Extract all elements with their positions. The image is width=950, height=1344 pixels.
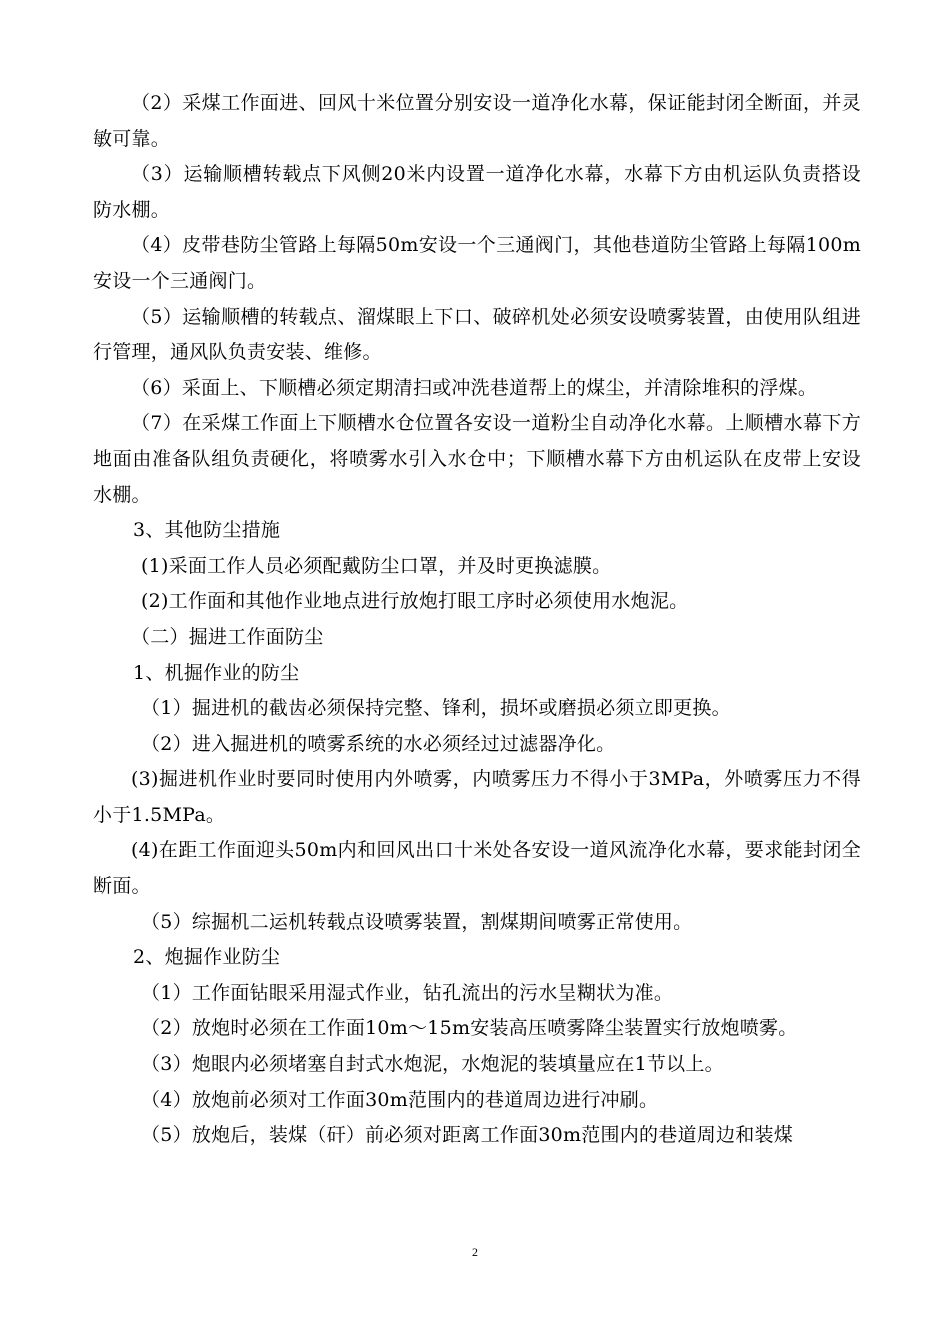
paragraph-item-5: （5）运输顺槽的转载点、溜煤眼上下口、破碎机处必须安设喷雾装置，由使用队组进行管理，通风队负责安装、维修。 [93, 305, 861, 364]
paragraph-item-2: （2）采煤工作面进、回风十米位置分别安设一道净化水幕，保证能封闭全断面，并灵敏可靠。 [93, 92, 861, 150]
paragraph-blasting-5: （5）放炮后，装煤（矸）前必须对距离工作面30m范围内的巷道周边和装煤 [141, 1124, 794, 1147]
subsection-heading-machine: 1、机掘作业的防尘 [133, 661, 300, 684]
paragraph-other-1: (1)采面工作人员必须配戴防尘口罩，并及时更换滤膜。 [141, 554, 612, 577]
paragraph-item-4: （4）皮带巷防尘管路上每隔50m安设一个三通阀门，其他巷道防尘管路上每隔100m安设一个三通阀门。 [93, 234, 861, 292]
paragraph-machine-4: (4)在距工作面迎头50m内和回风出口十米处各安设一道风流净化水幕，要求能封闭全断面。 [93, 839, 861, 898]
section-heading-other-measures: 3、其他防尘措施 [133, 519, 281, 542]
paragraph-blasting-4: （4）放炮前必须对工作面30m范围内的巷道周边进行冲刷。 [141, 1088, 659, 1111]
paragraph-other-2: (2)工作面和其他作业地点进行放炮打眼工序时必须使用水炮泥。 [141, 590, 689, 613]
paragraph-blasting-1: （1）工作面钻眼采用湿式作业，钻孔流出的污水呈糊状为准。 [141, 981, 674, 1004]
paragraph-machine-3: (3)掘进机作业时要同时使用内外喷雾，内喷雾压力不得小于3MPa，外喷雾压力不得小于1.5MPa。 [93, 768, 861, 826]
paragraph-blasting-2: （2）放炮时必须在工作面10m～15m安装高压喷雾降尘装置实行放炮喷雾。 [141, 1017, 798, 1040]
body-text [93, 86, 861, 1154]
paragraph-item-6: （6）采面上、下顺槽必须定期清扫或冲洗巷道帮上的煤尘，并清除堆积的浮煤。 [131, 376, 818, 399]
paragraph-item-7: （7）在采煤工作面上下顺槽水仓位置各安设一道粉尘自动净化水幕。上顺槽水幕下方地面由准备队组负责硬化，将喷雾水引入水仓中；下顺槽水幕下方由机运队在皮带上安设水棚。 [93, 412, 861, 506]
page-number: 2 [472, 1245, 478, 1259]
section-heading-tunneling: （二）掘进工作面防尘 [131, 625, 324, 648]
paragraph-machine-5: （5）综掘机二运机转载点设喷雾装置，割煤期间喷雾正常使用。 [141, 910, 693, 933]
paragraph-machine-2: （2）进入掘进机的喷雾系统的水必须经过过滤器净化。 [141, 732, 616, 755]
paragraph-machine-1: （1）掘进机的截齿必须保持完整、锋利，损坏或磨损必须立即更换。 [141, 697, 731, 720]
paragraph-item-3: （3）运输顺槽转载点下风侧20米内设置一道净化水幕，水幕下方由机运队负责搭设防水棚。 [93, 163, 861, 221]
subsection-heading-blasting: 2、炮掘作业防尘 [133, 946, 281, 969]
paragraph-blasting-3: （3）炮眼内必须堵塞自封式水炮泥，水炮泥的装填量应在1节以上。 [141, 1053, 724, 1076]
